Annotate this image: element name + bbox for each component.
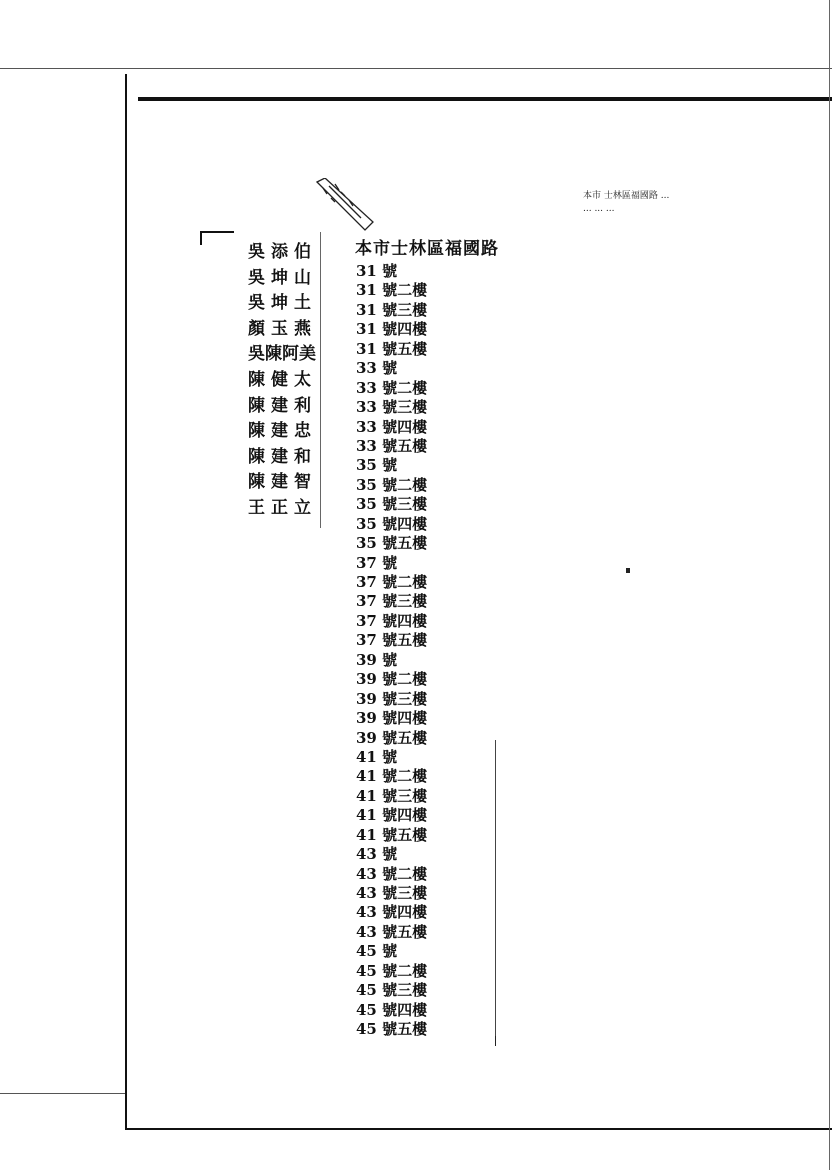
address-entry: 41 號二樓 <box>356 767 428 786</box>
address-list <box>356 262 427 1040</box>
address-entry: 35 號二樓 <box>356 475 428 494</box>
scan-bottom-edge <box>0 1093 125 1094</box>
address-entry: 45 號二樓 <box>356 961 428 980</box>
owner-name: 顏玉燕 <box>248 318 317 339</box>
official-seal-icon <box>315 178 377 234</box>
address-entry: 35 號 <box>356 456 398 475</box>
address-entry: 39 號二樓 <box>356 670 428 689</box>
page-bottom-edge <box>125 1128 832 1130</box>
owner-name: 吳添伯 <box>248 242 317 262</box>
owner-name: 吳陳阿美 <box>248 344 316 365</box>
address-entry: 45 號 <box>356 942 398 961</box>
address-entry: 33 號二樓 <box>356 378 428 397</box>
address-entry: 37 號 <box>356 553 398 572</box>
address-entry: 33 號五樓 <box>356 436 428 455</box>
owner-name: 王正立 <box>248 497 317 518</box>
address-entry: 37 號三樓 <box>356 592 428 611</box>
address-entry: 39 號四樓 <box>356 709 428 728</box>
address-entry: 35 號四樓 <box>356 514 428 533</box>
column-divider <box>495 740 496 1045</box>
address-entry: 45 號三樓 <box>356 981 428 1000</box>
address-entry: 43 號三樓 <box>356 884 428 902</box>
address-entry: 39 號三樓 <box>356 689 428 708</box>
scan-top-edge <box>0 68 832 69</box>
address-entry: 41 號五樓 <box>356 825 428 844</box>
owner-name: 陳建和 <box>248 446 317 467</box>
owner-name: 陳建利 <box>248 395 317 416</box>
address-entry: 37 號五樓 <box>356 631 428 650</box>
owner-names-list <box>248 240 317 522</box>
address-entry: 37 號四樓 <box>356 611 428 630</box>
owner-name: 吳坤山 <box>248 267 317 288</box>
address-entry: 39 號五樓 <box>356 728 428 747</box>
address-entry: 31 號 <box>356 262 398 280</box>
address-entry: 41 號三樓 <box>356 786 428 805</box>
scan-speck <box>495 1036 496 1046</box>
page-top-edge <box>138 97 832 101</box>
address-entry: 31 號四樓 <box>356 320 428 339</box>
address-entry: 31 號二樓 <box>356 281 428 300</box>
address-entry: 33 號四樓 <box>356 417 428 436</box>
address-entry: 31 號五樓 <box>356 339 428 358</box>
address-entry: 45 號五樓 <box>356 1020 428 1039</box>
address-entry: 43 號 <box>356 845 398 864</box>
address-entry: 33 號 <box>356 359 398 378</box>
address-entry: 43 號四樓 <box>356 903 428 922</box>
page-left-edge <box>125 74 127 1130</box>
owner-name: 陳建智 <box>248 472 317 493</box>
address-entry: 39 號 <box>356 650 398 669</box>
scan-right-edge <box>829 0 830 1170</box>
address-entry: 45 號四樓 <box>356 1000 428 1019</box>
owner-name: 陳建忠 <box>248 421 317 442</box>
address-entry: 31 號三樓 <box>356 300 428 319</box>
address-entry: 37 號二樓 <box>356 573 428 591</box>
list-bracket <box>200 231 234 245</box>
scan-speck <box>626 568 630 573</box>
owner-name: 吳坤土 <box>248 293 317 314</box>
address-entry: 35 號五樓 <box>356 534 428 553</box>
address-entry: 35 號三樓 <box>356 495 428 514</box>
address-entry: 43 號五樓 <box>356 922 428 941</box>
address-entry: 41 號 <box>356 747 398 766</box>
address-entry: 41 號四樓 <box>356 806 428 825</box>
corner-note-line-2: ... ... ... <box>583 204 615 214</box>
corner-note <box>583 190 669 216</box>
address-entry: 33 號三樓 <box>356 398 428 417</box>
address-entry: 43 號二樓 <box>356 864 428 883</box>
address-title: 本市士林區福國路 <box>355 239 499 259</box>
names-box-right <box>320 232 321 528</box>
corner-note-line-1: 本市 士林區福國路 ... <box>583 191 670 201</box>
owner-name: 陳健太 <box>248 369 317 390</box>
